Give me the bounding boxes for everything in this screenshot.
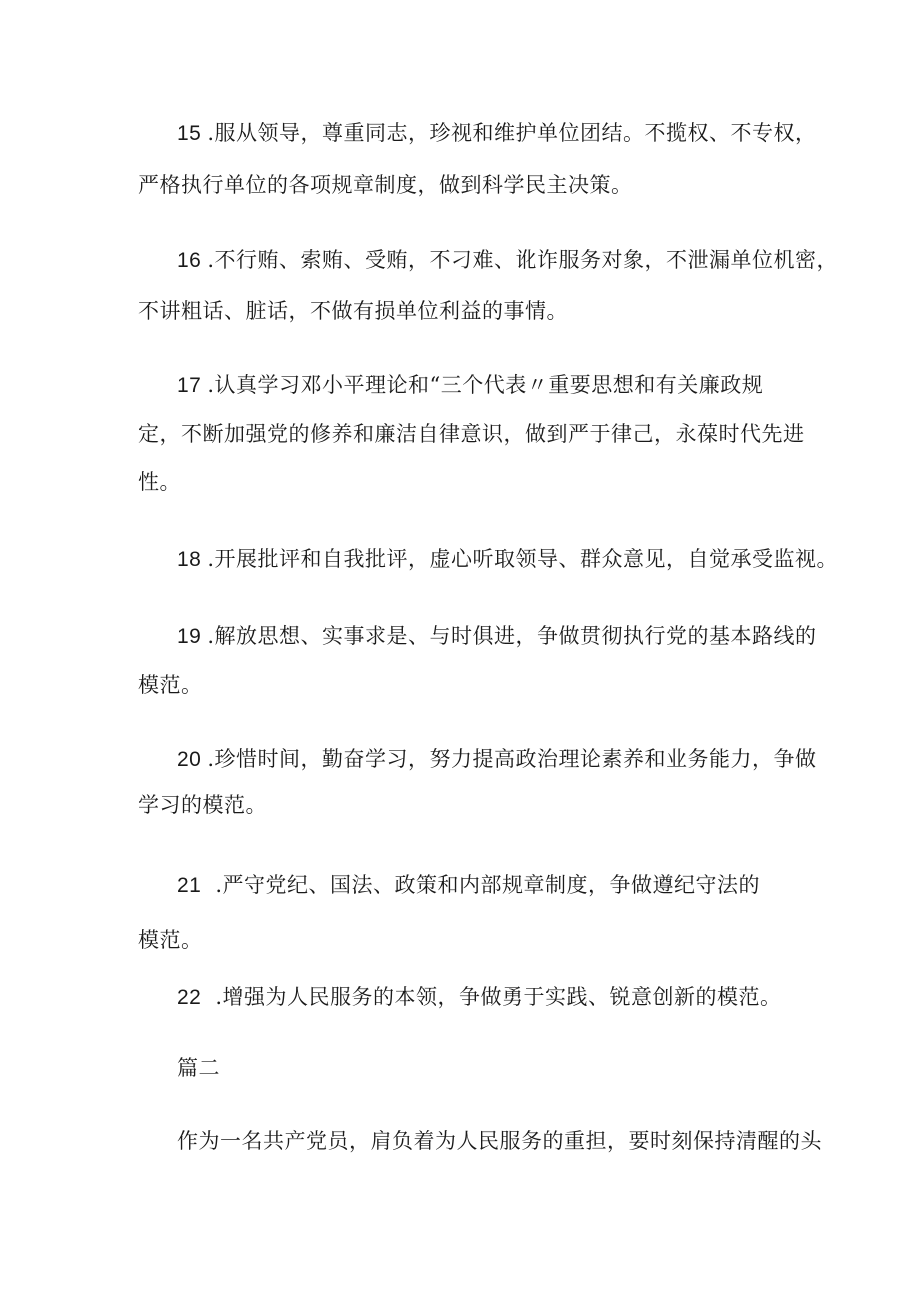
item-text: .开展批评和自我批评，虚心听取领导、群众意见，自觉承受监视。	[207, 547, 839, 571]
item-number: 18	[177, 548, 202, 571]
item-21-line-1	[177, 870, 760, 901]
item-19-line-2: 模范。	[138, 673, 203, 697]
item-16-line-1	[177, 245, 838, 276]
item-21-line-2: 模范。	[138, 928, 203, 952]
item-number: 19	[177, 625, 202, 648]
item-17-line-1	[177, 370, 763, 401]
item-17-line-3: 性。	[138, 470, 181, 494]
item-15-line-2: 严格执行单位的各项规章制度，做到科学民主决策。	[138, 173, 633, 197]
item-text: .严守党纪、国法、政策和内部规章制度，争做遵纪守法的	[215, 873, 761, 897]
item-19-line-1	[177, 621, 817, 652]
item-number: 21	[177, 874, 202, 897]
item-22-line-1	[177, 982, 782, 1013]
closing-paragraph: 作为一名共产党员，肩负着为人民服务的重担，要时刻保持清醒的头	[177, 1129, 822, 1153]
item-20-line-1	[177, 744, 817, 775]
item-text: .增强为人民服务的本领，争做勇于实践、锐意创新的模范。	[215, 985, 782, 1009]
item-text: .认真学习邓小平理论和“三个代表〃重要思想和有关廉政规	[207, 373, 764, 397]
item-text: .珍惜时间，勤奋学习，努力提高政治理论素养和业务能力，争做	[207, 747, 817, 771]
item-number: 20	[177, 748, 202, 771]
item-18-line-1	[177, 544, 838, 575]
item-number: 16	[177, 249, 202, 272]
item-number: 15	[177, 122, 202, 145]
item-16-line-2: 不讲粗话、脏话，不做有损单位利益的事情。	[138, 299, 568, 323]
item-15-line-1	[177, 118, 817, 149]
item-text: .解放思想、实事求是、与时俱进，争做贯彻执行党的基本路线的	[207, 624, 817, 648]
item-text: .不行贿、索贿、受贿，不刁难、讹诈服务对象，不泄漏单位机密，	[207, 248, 839, 272]
item-number: 22	[177, 986, 202, 1009]
section-heading: 篇二	[177, 1056, 220, 1080]
item-number: 17	[177, 374, 202, 397]
item-text: .服从领导，尊重同志，珍视和维护单位团结。不揽权、不专权，	[207, 121, 817, 145]
item-20-line-2: 学习的模范。	[138, 793, 267, 817]
item-17-line-2: 定，不断加强党的修养和廉洁自律意识，做到严于律己，永葆时代先进	[138, 422, 805, 446]
